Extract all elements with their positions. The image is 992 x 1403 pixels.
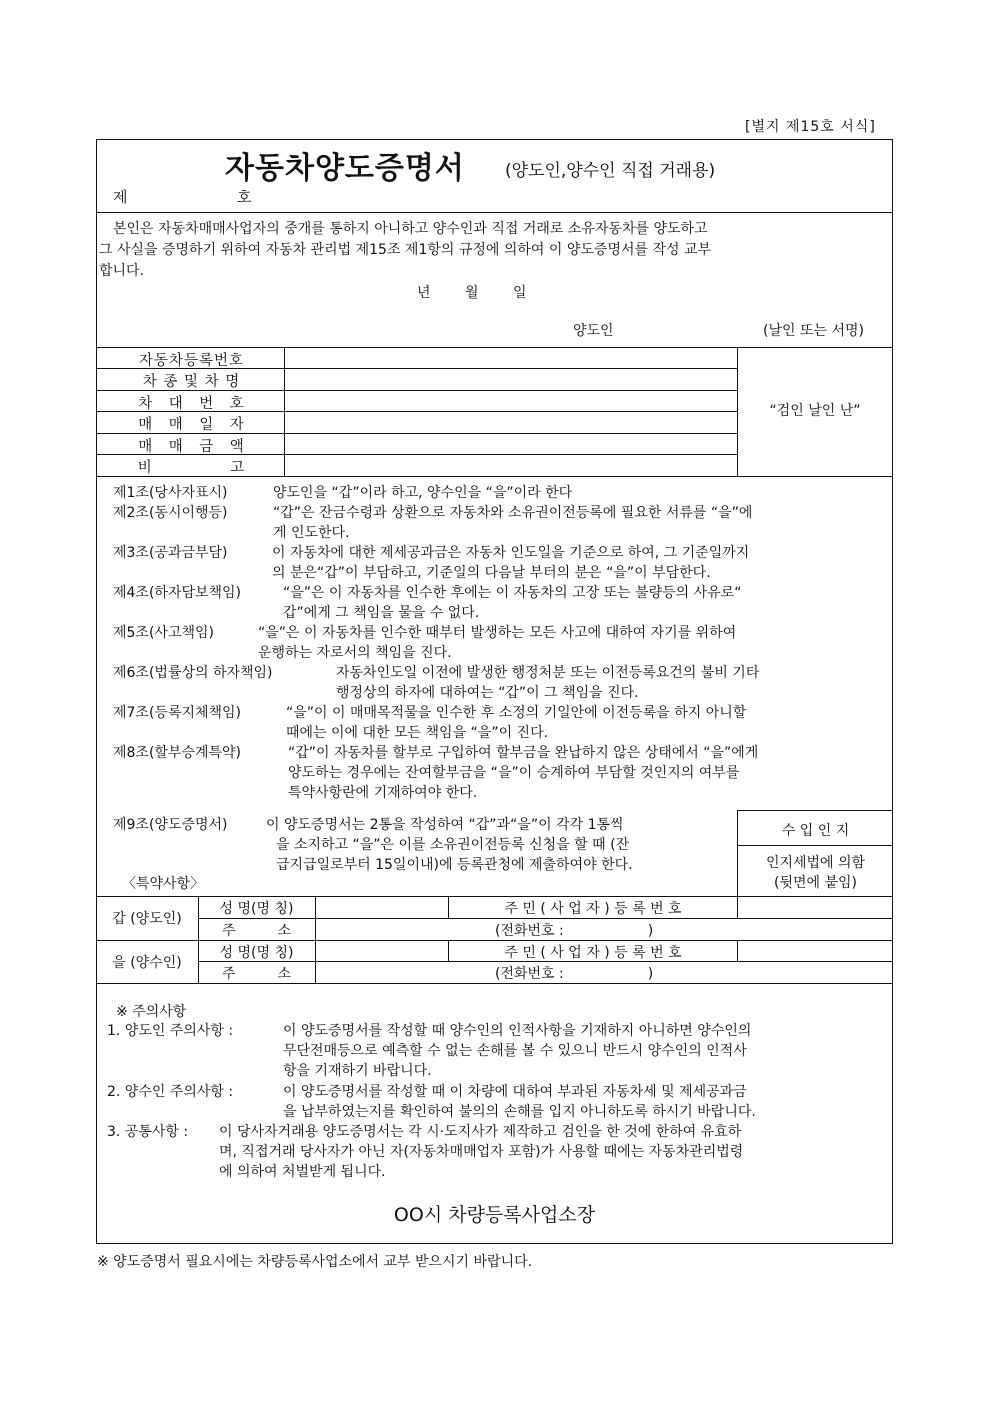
party-phone-label: (전화번호 : ) (495, 966, 654, 982)
article-line: “갑”은 잔금수령과 상환으로 자동차와 소유권이전등록에 필요한 서류를 “을”에 (273, 505, 753, 521)
note-line: 이 양도증명서를 작성할 때 이 차량에 대하여 부과된 자동차세 및 제세공과금 (283, 1084, 747, 1100)
number-label-suffix: 호 (237, 188, 252, 206)
article-head: 제9조(양도증명서) (113, 817, 228, 833)
note-line: 에 의하여 처벌받게 됩니다. (219, 1164, 386, 1180)
intro-line: 그 사실을 증명하기 위하여 자동차 관리법 제15조 제1항의 규정에 의하여 이 양도증명서를 작성 교부 (99, 242, 712, 258)
note-line: 이 당사자거래용 양도증명서는 각 시·도지사가 제작하고 검인을 한 것에 한하여 유효하 (219, 1124, 742, 1140)
article-head: 제4조(하자담보책임) (113, 585, 242, 601)
party-address-label: 주 소 (221, 923, 292, 939)
date-line: 년 월 일 (417, 285, 527, 301)
vehicle-row-label: 비 고 (137, 460, 246, 476)
page-title: 자동차양도증명서 (225, 151, 465, 186)
article-line: 급지급일로부터 15일이내)에 등록관청에 제출하여야 한다. (276, 857, 633, 873)
seller-label: 양도인 (573, 323, 614, 339)
note-head: 2. 양수인 주의사항 : (107, 1084, 234, 1100)
party-id-label: 주 민 ( 사 업 자 ) 등 록 번 호 (504, 945, 682, 961)
article-line: 갑”에게 그 책임을 물을 수 없다. (283, 605, 480, 621)
article-head: 제1조(당사자표시) (113, 485, 228, 501)
article-head: 제8조(할부승계특약) (113, 745, 242, 761)
divider (737, 810, 893, 811)
divider (96, 983, 893, 984)
intro-paragraph (99, 219, 891, 282)
revenue-stamp-note: (뒷면에 붙임) (774, 875, 857, 891)
divider (96, 940, 893, 941)
note-line: 을 납부하였는지를 확인하여 불의의 손해를 입지 아니하도록 하시기 바랍니다. (283, 1104, 756, 1120)
party-name-label: 성 명(명 칭) (219, 901, 294, 917)
article-line: “을”은 이 자동차를 인수한 때부터 발생하는 모든 사고에 대하여 자기를 위하여 (258, 625, 737, 641)
form-number: [별지 제15호 서식] (745, 119, 876, 135)
page-subtitle: (양도인,양수인 직접 거래용) (505, 161, 716, 181)
intro-line: 합니다. (99, 263, 145, 279)
divider (737, 347, 738, 476)
note-line: 이 양도증명서를 작성할 때 양수인의 인적사항을 기재하지 아니하면 양수인의 (283, 1023, 752, 1039)
party-address-label: 주 소 (221, 966, 292, 982)
party-id-label: 주 민 ( 사 업 자 ) 등 록 번 호 (504, 901, 682, 917)
vehicle-row-label: 차 종 및 차 명 (142, 374, 241, 390)
article-head: 제6조(법률상의 하자책임) (113, 665, 273, 681)
party-role: 을 (양수인) (112, 955, 182, 971)
article-line: 양도인을 “갑”이라 하고, 양수인을 “을”이라 한다 (273, 485, 573, 501)
note-head: 1. 양도인 주의사항 : (107, 1023, 234, 1039)
divider (315, 896, 316, 983)
party-phone-label: (전화번호 : ) (495, 923, 654, 939)
revenue-stamp-title: 수 입 인 지 (781, 823, 850, 839)
note-head: 3. 공통사항 : (107, 1124, 189, 1140)
intro-line: 본인은 자동차매매사업자의 중개를 통하지 아니하고 양수인과 직접 거래로 소유자동차를 양도하고 (99, 221, 708, 237)
article-line: 을 소지하고 “을”은 이를 소유권이전등록 신청을 할 때 (잔 (276, 837, 630, 853)
notes-title: ※ 주의사항 (116, 1004, 187, 1020)
vehicle-row-label: 자동차등록번호 (138, 353, 245, 369)
article-line: “을”은 이 자동차를 인수한 후에는 이 자동차의 고장 또는 불량등의 사유로“ (283, 585, 742, 601)
article-line: 자동차인도일 이전에 발생한 행정처분 또는 이전등록요건의 불비 기타 (336, 665, 760, 681)
special-terms-label: 〈특약사항〉 (122, 876, 205, 892)
party-role: 갑 (양도인) (112, 911, 182, 927)
note-line: 항을 기재하기 바랍니다. (283, 1063, 432, 1079)
divider (96, 896, 893, 897)
divider (737, 845, 893, 846)
divider (96, 347, 893, 348)
article-line: 행정상의 하자에 대하여는 “갑”이 그 책임을 진다. (336, 685, 639, 701)
note-line: 무단전매등으로 예측할 수 없는 손해를 볼 수 있으니 반드시 양수인의 인적사 (283, 1043, 747, 1059)
article-head: 제2조(동시이행등) (113, 505, 228, 521)
article-line: 이 양도증명서는 2통을 작성하여 “갑”과“을”이 각각 1통씩 (266, 817, 624, 833)
footer-note: ※ 양도증명서 필요시에는 차량등록사업소에서 교부 받으시기 바랍니다. (97, 1254, 533, 1270)
note-line: 며, 직접거래 당사자가 아닌 자(자동차매매업자 포함)가 사용할 때에는 자동차관리법령 (219, 1144, 744, 1160)
article-line: 이 자동차에 대한 제세공과금은 자동차 인도일을 기준으로 하여, 그 기준일까지 (272, 545, 750, 561)
article-line: 때에는 이에 대한 모든 책임을 “을”이 진다. (286, 725, 549, 741)
article-line: 운행하는 자로서의 책임을 진다. (258, 645, 452, 661)
article-line: “갑”이 자동차를 할부로 구입하여 할부금을 완납하지 않은 상태에서 “을”에게 (288, 745, 759, 761)
article-line: 게 인도한다. (273, 525, 350, 541)
article-line: 의 분은“갑”이 부담하고, 기준일의 다음날 부터의 분은 “을”이 부담한다. (272, 565, 711, 581)
issuing-office: OO시 차량등록사업소장 (393, 1204, 596, 1226)
divider (737, 940, 738, 961)
seal-label: (날인 또는 서명) (763, 323, 864, 339)
vehicle-row-label: 매 매 일 자 (138, 417, 245, 433)
revenue-stamp-note: 인지세법에 의함 (765, 855, 866, 871)
article-line: “을”이 이 매매목적물을 인수한 후 소정의 기일안에 이전등록을 하지 아니할 (286, 705, 747, 721)
divider (737, 896, 738, 918)
divider (96, 212, 893, 213)
article-line: 특약사항란에 기재하여야 한다. (288, 785, 478, 801)
inspection-stamp-area: “검인 날인 난” (769, 403, 861, 419)
party-name-label: 성 명(명 칭) (219, 945, 294, 961)
vehicle-row-label: 차 대 번 호 (138, 396, 245, 412)
article-head: 제7조(등록지체책임) (113, 705, 242, 721)
number-label-prefix: 제 (113, 188, 128, 206)
article-line: 양도하는 경우에는 잔여할부금을 “을”이 승계하여 부담할 것인지의 여부를 (288, 765, 740, 781)
article-head: 제3조(공과금부담) (113, 545, 228, 561)
divider (198, 918, 893, 919)
article-head: 제5조(사고책임) (113, 625, 214, 641)
divider (284, 347, 285, 476)
vehicle-row-label: 매 매 금 액 (138, 439, 245, 455)
